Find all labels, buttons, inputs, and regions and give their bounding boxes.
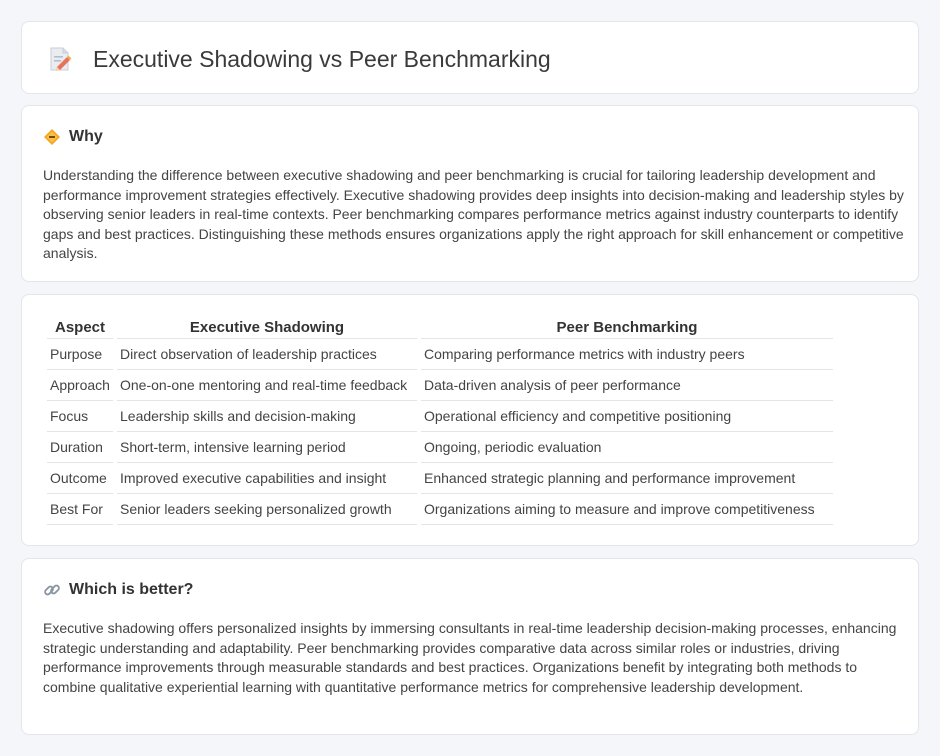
executive-shadowing-cell: One-on-one mentoring and real-time feedback [117, 370, 417, 401]
better-heading: Which is better? [69, 581, 194, 598]
better-text: Executive shadowing offers personalized insights by immersing consultants in real-time leadership decision-making processes, enhancing strategic understanding and adaptability. Peer benchmarking provides comparative data across similar roles or industries, driving performance improvements through measurable standards and best practices. Organizations benefit by integrating both methods to combine qualitative experiential learning with quantitative performance metrics for comprehensive leadership development. [43, 620, 897, 695]
peer-benchmarking-cell: Operational efficiency and competitive positioning [421, 401, 833, 432]
aspect-cell: Duration [47, 432, 113, 463]
document-pencil-icon [48, 46, 72, 72]
why-section [21, 105, 919, 282]
aspect-cell: Best For [47, 494, 113, 525]
aspect-cell: Outcome [47, 463, 113, 494]
aspect-cell: Focus [47, 401, 113, 432]
link-icon [43, 581, 61, 599]
peer-benchmarking-cell: Organizations aiming to measure and improve competitiveness [421, 494, 833, 525]
why-heading-row [43, 126, 103, 148]
comparison-section [21, 294, 919, 546]
aspect-cell: Approach [47, 370, 113, 401]
why-text: Understanding the difference between executive shadowing and peer benchmarking is crucial for tailoring leadership development and performance improvement strategies effectively. Executive shadowing provides deep insights into decision-making and leadership styles by observing senior leaders in real-time contexts. Peer benchmarking compares performance metrics against industry counterparts to identify gaps and best practices. Distinguishing these methods ensures organizations apply the right approach for skill enhancement or competitive analysis. [43, 167, 904, 261]
executive-shadowing-cell: Senior leaders seeking personalized growth [117, 494, 417, 525]
header-peer-benchmarking: Peer Benchmarking [421, 317, 833, 339]
peer-benchmarking-cell: Data-driven analysis of peer performance [421, 370, 833, 401]
table-row [47, 463, 833, 494]
aspect-cell: Purpose [47, 339, 113, 370]
header-aspect: Aspect [47, 317, 113, 339]
header-executive-shadowing: Executive Shadowing [117, 317, 417, 339]
executive-shadowing-cell: Leadership skills and decision-making [117, 401, 417, 432]
executive-shadowing-cell: Short-term, intensive learning period [117, 432, 417, 463]
better-heading-row [43, 579, 193, 601]
peer-benchmarking-cell: Comparing performance metrics with industry peers [421, 339, 833, 370]
table-row [47, 432, 833, 463]
diamond-sign-icon [43, 128, 61, 146]
table-row [47, 494, 833, 525]
table-header-row [47, 317, 833, 339]
peer-benchmarking-cell: Enhanced strategic planning and performance improvement [421, 463, 833, 494]
which-is-better-section [21, 558, 919, 735]
peer-benchmarking-cell: Ongoing, periodic evaluation [421, 432, 833, 463]
table-row [47, 339, 833, 370]
comparison-table [43, 317, 837, 525]
executive-shadowing-cell: Direct observation of leadership practices [117, 339, 417, 370]
header-card [21, 21, 919, 94]
why-heading: Why [69, 128, 103, 145]
page-title: Executive Shadowing vs Peer Benchmarking [93, 46, 551, 72]
executive-shadowing-cell: Improved executive capabilities and insight [117, 463, 417, 494]
table-row [47, 370, 833, 401]
table-row [47, 401, 833, 432]
